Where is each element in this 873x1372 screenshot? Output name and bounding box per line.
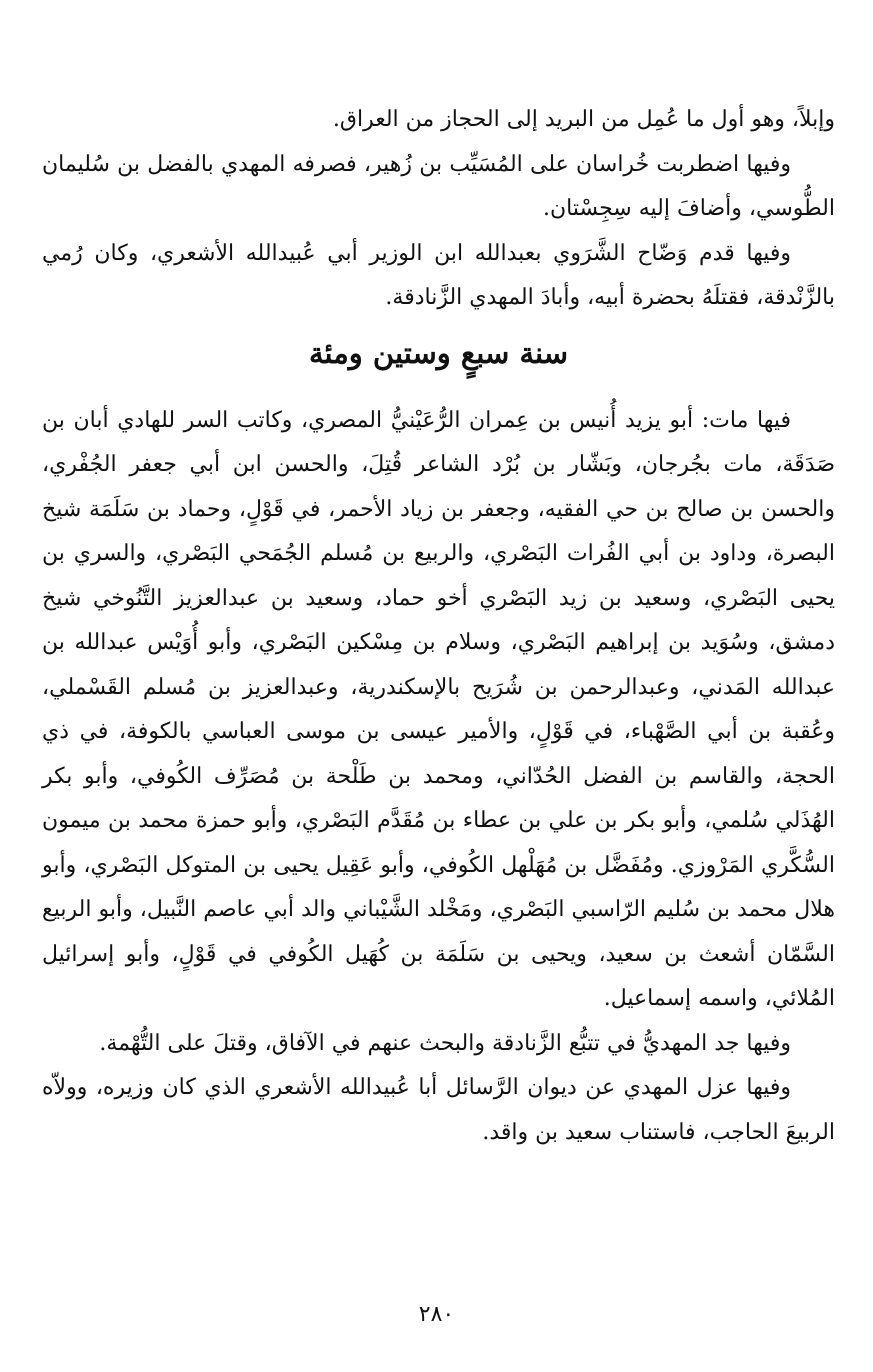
paragraph-deaths: فيها مات: أبو يزيد أُنيس بن عِمران الرُّعَيْنيُّ المصري، وكاتب السر للهادي أبان بن صَدَقَة، مات بجُرجان، وبَشّار بن بُرْد الشاعر قُتِلَ، والحسن ابن أبي جعفر الجُفْري، والحسن بن صالح بن حي الفقيه، وجعفر بن زياد الأحمر، في قَوْلٍ، وحماد بن سَلَمَة شيخ البصرة، وداود بن أبي الفُرات البَصْري، والربيع بن مُسلم الجُمَحي البَصْري، والسري بن يحيى البَصْري، وسعيد بن زيد البَصْري أخو حماد، وسعيد بن عبدالعزيز التَّنُوخي شيخ دمشق، وسُوَيد بن إبراهيم البَصْري، وسلام بن مِسْكين البَصْري، وأبو أُوَيْس عبدالله بن عبدالله المَدني، وعبدالرحمن بن شُرَيح بالإسكندرية، وعبدالعزيز بن مُسلم القَسْملي، وعُقبة بن أبي الصَّهْباء، في قَوْلٍ، والأمير عيسى بن موسى العباسي بالكوفة، في ذي الحجة، والقاسم بن الفضل الحُدّاني، ومحمد بن طَلْحة بن مُصَرِّف الكُوفي، وأبو بكر الهُذَلي سُلمي، وأبو بكر بن علي بن عطاء بن مُقَدَّم البَصْري، وأبو حمزة محمد بن ميمون السُّكَّري المَرْوزي. ومُفَضَّل بن مُهَلْهل الكُوفي، وأبو عَقِيل يحيى بن المتوكل البَصْري، وأبو هلال محمد بن سُليم الرّاسبي البَصْري، ومَخْلد الشَّيْباني والد أبي عاصم النَّبيل، وأبو الربيع السَّمّان أشعث بن سعيد، ويحيى بن سَلَمَة بن كُهَيل الكُوفي في قَوْلٍ، وأبو إسرائيل المُلائي، واسمه إسماعيل. [42,407,835,1011]
year-section [42,399,835,1156]
paragraph-khurasan: وفيها اضطربت خُراسان على المُسَيِّب بن زُهير، فصرفه المهدي بالفضل بن سُليمان الطُّوسي، وأضافَ إليه سِجِسْتان. [42,151,835,221]
section-heading: سنة سبعٍ وستين ومئة [308,335,569,370]
paragraph-continuation: وإبلاً، وهو أول ما عُمِل من البريد إلى الحجاز من العراق. [332,107,835,132]
top-section [42,98,835,321]
paragraph-waddah: وفيها قدم وَضّاح الشَّرَوي بعبدالله ابن الوزير أبي عُبيدالله الأشعري، وكان رُمي بالزَّنْدقة، فقتلَهُ بحضرة أبيه، وأبادَ المهدي الزَّنادقة. [42,240,835,310]
page-number: ٢٨٠ [418,1302,455,1327]
paragraph-zanadiqa: وفيها جد المهديُّ في تتبُّع الزَّنادقة والبحث عنهم في الآفاق، وقتلَ على التُّهْمة. [99,1030,791,1056]
paragraph-diwan: وفيها عزل المهدي عن ديوان الرَّسائل أبا عُبيدالله الأشعري الذي كان وزيره، وولاّه الربيعَ الحاجب، فاستناب سعيد بن واقد. [42,1075,835,1145]
